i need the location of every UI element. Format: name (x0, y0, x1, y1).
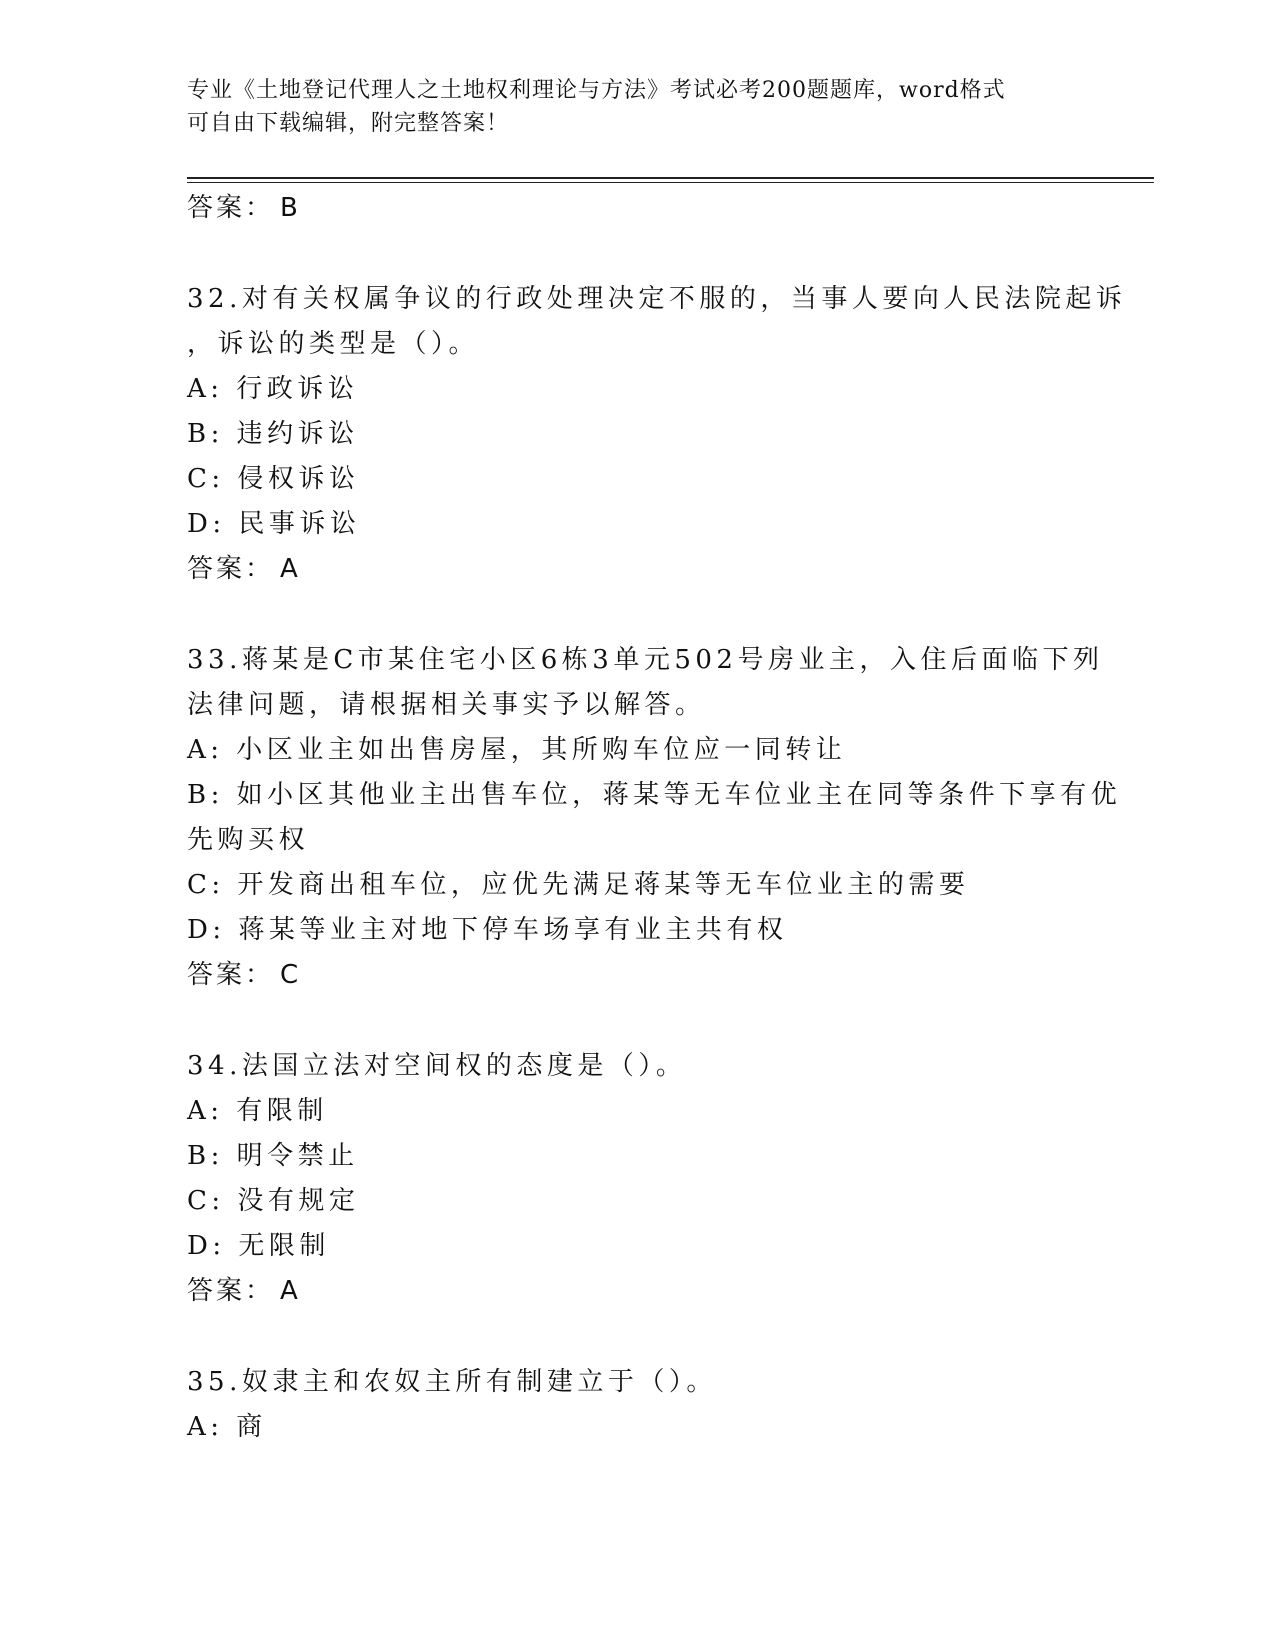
answer-option: C: 没有规定 (187, 1186, 360, 1216)
answer-option: A: 行政诉讼 (187, 374, 359, 404)
answer-label: 答案： (187, 1276, 275, 1306)
question-stem-line: 33.蒋某是C市某住宅小区6栋3单元502号房业主，入住后面临下列 (187, 645, 1104, 675)
answer-option: A: 小区业主如出售房屋，其所购车位应一同转让 (187, 735, 847, 765)
answer-value: C (280, 960, 302, 990)
answer-line (187, 186, 1067, 231)
answer-value: B (280, 193, 301, 223)
question-stem-line: 35.奴隶主和农奴主所有制建立于（）。 (187, 1367, 717, 1397)
answer-value: A (280, 1276, 301, 1306)
answer-option: A: 有限制 (187, 1096, 328, 1126)
answer-label: 答案： (187, 554, 275, 584)
answer-option: D: 蒋某等业主对地下停车场享有业主共有权 (187, 915, 788, 945)
answer-option: B: 违约诉讼 (187, 419, 359, 449)
question-spacer (187, 592, 1067, 638)
answer-label: 答案： (187, 960, 275, 990)
question-block (187, 1360, 1067, 1450)
header-divider (187, 177, 1154, 183)
answer-option: B: 明令禁止 (187, 1141, 359, 1171)
question-block (187, 1044, 1067, 1314)
question-block (187, 277, 1127, 592)
question-spacer (187, 998, 1067, 1044)
answer-line (187, 547, 1067, 592)
question-stem-line: ，诉讼的类型是（）。 (187, 329, 480, 359)
answer-line (187, 953, 1067, 998)
answer-value: A (280, 554, 301, 584)
header-title-line-2: 可自由下载编辑，附完整答案！ (187, 111, 510, 136)
question-block (187, 638, 1122, 998)
answer-option: B: 如小区其他业主出售车位，蒋某等无车位业主在同等条件下享有优 (187, 780, 1122, 810)
answer-label: 答案： (187, 193, 275, 223)
question-spacer (187, 1314, 1067, 1360)
question-stem-line: 法律问题，请根据相关事实予以解答。 (187, 690, 706, 720)
header-title-line-1: 专业《土地登记代理人之土地权利理论与方法》考试必考200题题库，word格式 (187, 78, 1006, 103)
answer-option: A: 商 (187, 1412, 267, 1442)
answer-line (187, 1269, 1067, 1314)
question-stem-line: 34.法国立法对空间权的态度是（）。 (187, 1051, 687, 1081)
question-spacer (187, 231, 1067, 277)
question-stem-line: 32.对有关权属争议的行政处理决定不服的，当事人要向人民法院起诉 (187, 284, 1127, 314)
answer-option: D: 民事诉讼 (187, 509, 361, 539)
answer-option: D: 无限制 (187, 1231, 330, 1261)
answer-option: C: 开发商出租车位，应优先满足蒋某等无车位业主的需要 (187, 870, 970, 900)
page-header (187, 74, 1067, 140)
answer-option: 先购买权 (187, 825, 310, 855)
answer-option: C: 侵权诉讼 (187, 464, 360, 494)
question-list (187, 186, 1127, 1450)
